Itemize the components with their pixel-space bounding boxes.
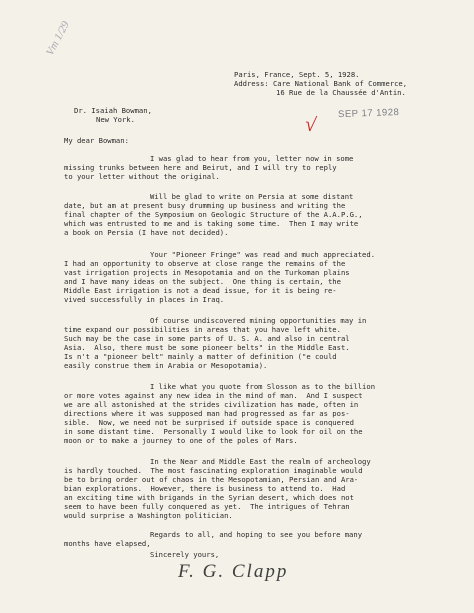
paragraph-line: which was entrusted to me and is taking some time. Then I may write xyxy=(64,219,359,228)
paragraph-line: Is n't a "pioneer belt" mainly a matter of definition ("e could xyxy=(64,352,337,361)
paragraph-line: an exciting time with brigands in the Syrian desert, which does not xyxy=(64,493,354,502)
paragraph-line: missing trunks between here and Beirut, and I will try to reply xyxy=(64,163,337,172)
salutation: My dear Bowman: xyxy=(64,136,129,145)
paragraph-line: directions where it was supposed man had progressed as far as pos- xyxy=(64,409,350,418)
letter-address-line-1: Address: Care National Bank of Commerce, xyxy=(234,79,408,88)
paragraph-line: months have elapsed, xyxy=(64,539,151,548)
paragraph-line: is hardly touched. The most fascinating exploration imaginable would xyxy=(64,466,363,475)
paragraph-line: a book on Persia (I have not decided). xyxy=(64,228,229,237)
pencil-annotation: Vm 1/29 xyxy=(44,19,72,58)
paragraph-line: I had an opportunity to observe at close range the remains of the xyxy=(64,259,346,268)
paragraph-line: would surprise a Washington politician. xyxy=(64,511,233,520)
paragraph-line: we are all astonished at the strides civilization has made, often in xyxy=(64,400,359,409)
paragraph-line: Such may be the case in some parts of U. S. A. and also in central xyxy=(64,334,350,343)
paragraph-line: Of course undiscovered mining opportunities may in xyxy=(150,316,367,325)
letter-date: Paris, France, Sept. 5, 1928. xyxy=(234,70,360,79)
letter-address-line-2: 16 Rue de la Chaussée d'Antin. xyxy=(276,88,406,97)
paragraph-line: vived successfully in places in Iraq. xyxy=(64,295,225,304)
signature: F. G. Clapp xyxy=(178,561,289,582)
paragraph-line: date, but am at present busy drumming up business and writing the xyxy=(64,201,346,210)
paragraph-line: to your letter without the original. xyxy=(64,172,220,181)
check-mark: √ xyxy=(303,113,318,137)
paragraph-line: In the Near and Middle East the realm of archeology xyxy=(150,457,371,466)
paragraph-line: or more votes against any new idea in the mind of man. And I suspect xyxy=(64,391,363,400)
paragraph-line: bian explorations. However, there is business to attend to. Had xyxy=(64,484,346,493)
paragraph-line: vast irrigation projects in Mesopotamia and on the Turkoman plains xyxy=(64,268,350,277)
paragraph-line: I like what you quote from Slosson as to the billion xyxy=(150,382,376,391)
paragraph-line: easily construe them in Arabia or Mesopotamia). xyxy=(64,361,268,370)
paragraph-line: Asia. Also, there must be some pioneer belts" in the Middle East. xyxy=(64,343,350,352)
paragraph-line: Regards to all, and hoping to see you before many xyxy=(150,530,363,539)
paragraph-line: time expand our possibilities in areas that you have left white. xyxy=(64,325,341,334)
paragraph-line: and I have many ideas on the subject. One thing is certain, the xyxy=(64,277,341,286)
closing: Sincerely yours, xyxy=(150,550,220,559)
paragraph-line: moon or to make a journey to one of the poles of Mars. xyxy=(64,436,298,445)
paragraph-line: final chapter of the Symposium on Geologic Structure of the A.A.P.G., xyxy=(64,210,363,219)
paragraph-line: seem to have been fully conquered as yet. The intrigues of Tehran xyxy=(64,502,350,511)
paragraph-line: I was glad to hear from you, letter now in some xyxy=(150,154,354,163)
paragraph-line: in some distant time. Personally I would like to look for oil on the xyxy=(64,427,363,436)
paragraph-line: Your "Pioneer Fringe" was read and much appreciated. xyxy=(150,250,376,259)
paragraph-line: sible. Now, we need not be surprised if outside space is conquered xyxy=(64,418,354,427)
received-date-stamp: SEP 17 1928 xyxy=(337,106,400,121)
paragraph-line: Will be glad to write on Persia at some distant xyxy=(150,192,354,201)
paragraph-line: Middle East irrigation is not a dead issue, for it is being re- xyxy=(64,286,337,295)
recipient-city: New York. xyxy=(96,115,135,124)
paragraph-line: be to bring order out of chaos in the Mesopotamian, Persian and Ara- xyxy=(64,475,359,484)
recipient-name: Dr. Isaiah Bowman, xyxy=(74,106,152,115)
